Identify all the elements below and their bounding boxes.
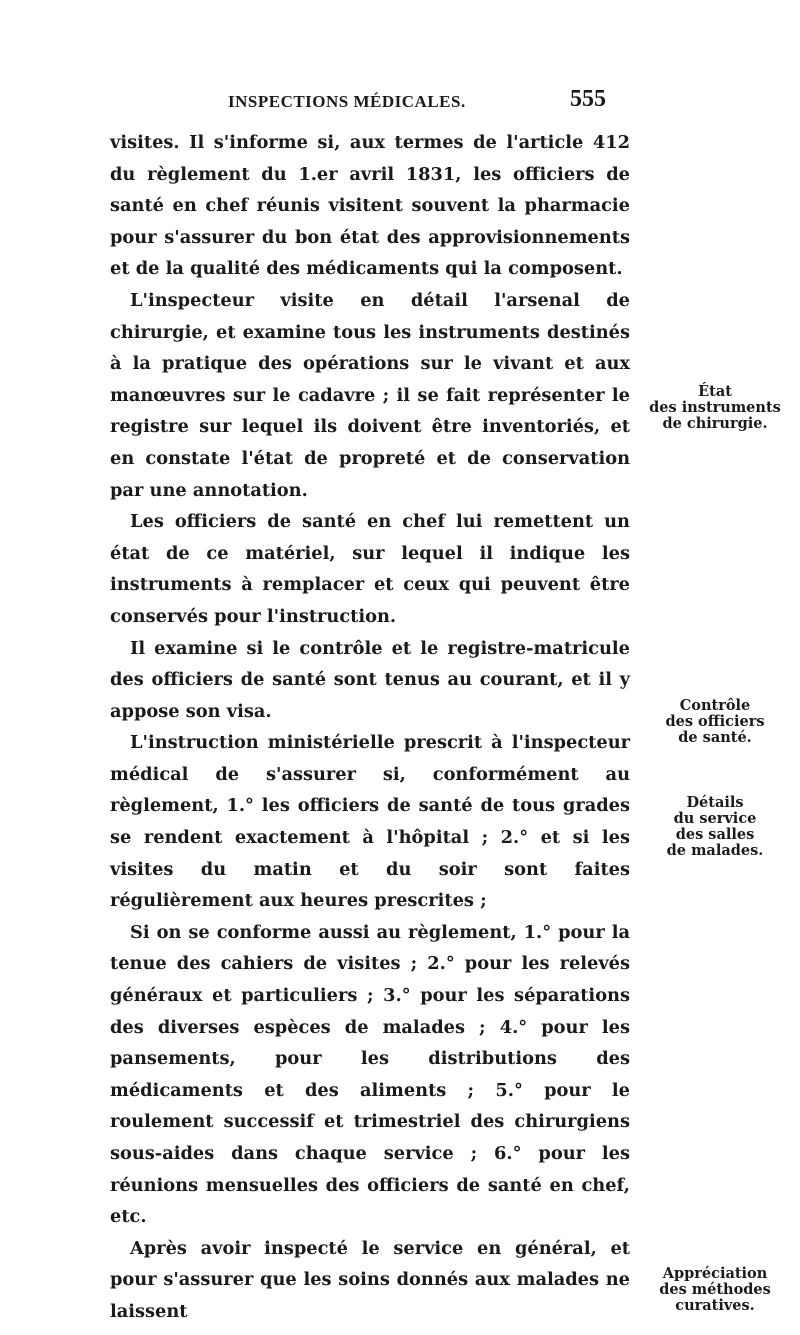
margin-note-line: État [698, 383, 732, 400]
page-number: 555 [570, 86, 606, 112]
paragraph: visites. Il s'informe si, aux termes de l'article 412 du règlement du 1.er avril 1831, les officiers de santé en chef réunis visitent souvent la pharmacie pour s'assurer du bon état des approvisionnements et de la qualité des médicaments qui la composent. [110, 132, 630, 280]
running-head-title: INSPECTIONS MÉDICALES. [228, 92, 466, 111]
margin-notes [630, 0, 800, 1335]
paragraph: L'instruction ministérielle prescrit à l'inspecteur médical de s'assurer si, conformément au règlement, 1.° les officiers de santé de tous grades se rendent exactement à l'hôpital ; 2.° et si les visites du matin et du soir sont faites régulièrement aux heures prescrites ; [110, 732, 630, 912]
margin-note-line: de malades. [666, 842, 764, 859]
margin-note-line: curatives. [675, 1297, 755, 1314]
paragraph: Il examine si le contrôle et le registre-matricule des officiers de santé sont tenus au courant, et il y appose son visa. [110, 637, 630, 722]
paragraph: Les officiers de santé en chef lui remettent un état de ce matériel, sur lequel il indique les instruments à remplacer et ceux qui peuvent être conservés pour l'instruction. [110, 511, 630, 627]
margin-note-line: des instruments [649, 399, 781, 416]
margin-note-line: des officiers [665, 713, 765, 730]
paragraph: Si on se conforme aussi au règlement, 1.° pour la tenue des cahiers de visites ; 2.° pour les relevés généraux et particuliers ; 3.° pour les séparations des diverses espèces de malades ; 4.° pour les pansements, pour les distributions des médicaments et des aliments ; 5.° pour le roulement successif et trimestriel des chirurgiens sous-aides dans chaque service ; 6.° pour les réunions mensuelles des officiers de santé en chef, etc. [110, 921, 630, 1228]
margin-note-details [630, 795, 800, 859]
margin-note-line: Contrôle [679, 697, 751, 714]
margin-note-appreciation [630, 1266, 800, 1314]
margin-note-line: Détails [686, 794, 744, 811]
paragraph: Après avoir inspecté le service en général, et pour s'assurer que les soins donnés aux malades ne laissent [110, 1237, 630, 1322]
paragraph: L'inspecteur visite en détail l'arsenal de chirurgie, et examine tous les instruments destinés à la pratique des opérations sur le vivant et aux manœuvres sur le cadavre ; il se fait représenter le registre sur lequel ils doivent être inventoriés, et en constate l'état de propreté et de conservation par une annotation. [110, 289, 630, 501]
margin-note-instruments [630, 384, 800, 432]
margin-note-line: du service [673, 810, 757, 827]
margin-note-line: de santé. [678, 729, 752, 746]
margin-note-line: des méthodes [659, 1281, 771, 1298]
margin-note-line: de chirurgie. [662, 415, 768, 432]
body-text [110, 127, 630, 1328]
margin-note-line: des salles [675, 826, 755, 843]
margin-note-controle [630, 698, 800, 746]
margin-note-line: Appréciation [662, 1265, 768, 1282]
